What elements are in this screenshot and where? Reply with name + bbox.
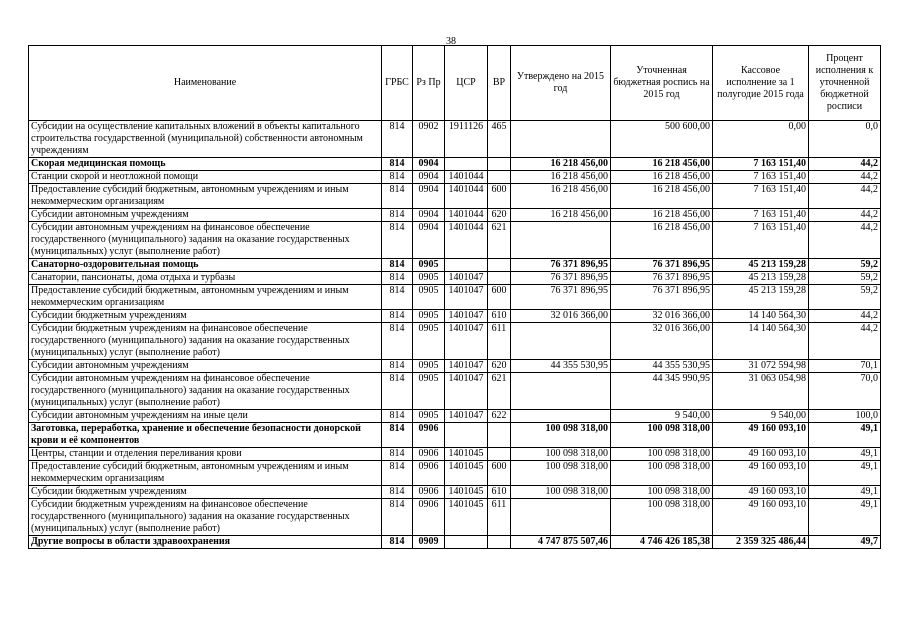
row-rzpr: 0904 <box>413 222 445 259</box>
row-rzpr: 0904 <box>413 209 445 222</box>
row-csr <box>445 423 488 448</box>
row-cash: 14 140 564,30 <box>713 323 809 360</box>
row-cash: 2 359 325 486,44 <box>713 536 809 549</box>
row-csr: 1401047 <box>445 310 488 323</box>
table-row <box>29 310 881 323</box>
row-csr <box>445 259 488 272</box>
row-rzpr: 0905 <box>413 360 445 373</box>
row-grbs: 814 <box>382 285 413 310</box>
row-rzpr: 0905 <box>413 272 445 285</box>
row-grbs: 814 <box>382 323 413 360</box>
row-vr <box>488 448 511 461</box>
row-approved: 44 355 530,95 <box>511 360 611 373</box>
row-csr: 1911126 <box>445 121 488 158</box>
row-csr: 1401047 <box>445 373 488 410</box>
row-grbs: 814 <box>382 360 413 373</box>
row-approved: 16 218 456,00 <box>511 171 611 184</box>
table-row <box>29 285 881 310</box>
row-approved: 4 747 875 507,46 <box>511 536 611 549</box>
row-percent: 44,2 <box>809 222 881 259</box>
row-name: Заготовка, переработка, хранение и обеспечение безопасности донорской крови и её компонентов <box>29 423 382 448</box>
row-vr: 600 <box>488 285 511 310</box>
row-cash: 7 163 151,40 <box>713 184 809 209</box>
row-csr: 1401044 <box>445 209 488 222</box>
row-csr: 1401047 <box>445 360 488 373</box>
row-approved: 16 218 456,00 <box>511 184 611 209</box>
row-name: Субсидии автономным учреждениям на иные цели <box>29 410 382 423</box>
row-rzpr: 0906 <box>413 448 445 461</box>
row-csr: 1401047 <box>445 285 488 310</box>
header-revised: Уточненная бюджетная роспись на 2015 год <box>611 46 713 121</box>
row-approved: 100 098 318,00 <box>511 448 611 461</box>
page-number: 38 <box>446 36 456 47</box>
row-name: Субсидии автономным учреждениям на финансовое обеспечение государственного (муниципального) задания на оказание государственных (муниципальных) услуг (выполнение работ) <box>29 373 382 410</box>
row-percent: 0,0 <box>809 121 881 158</box>
row-revised: 9 540,00 <box>611 410 713 423</box>
row-revised: 76 371 896,95 <box>611 285 713 310</box>
row-vr <box>488 536 511 549</box>
row-approved <box>511 373 611 410</box>
row-cash: 31 063 054,98 <box>713 373 809 410</box>
row-grbs: 814 <box>382 410 413 423</box>
row-grbs: 814 <box>382 209 413 222</box>
row-rzpr: 0906 <box>413 461 445 486</box>
row-cash: 49 160 093,10 <box>713 499 809 536</box>
row-percent: 44,2 <box>809 158 881 171</box>
row-percent: 49,1 <box>809 448 881 461</box>
row-percent: 44,2 <box>809 184 881 209</box>
row-rzpr: 0909 <box>413 536 445 549</box>
row-vr <box>488 423 511 448</box>
row-csr: 1401044 <box>445 171 488 184</box>
row-vr: 611 <box>488 323 511 360</box>
row-approved <box>511 410 611 423</box>
row-csr <box>445 536 488 549</box>
row-grbs: 814 <box>382 536 413 549</box>
row-percent: 49,1 <box>809 423 881 448</box>
table-row <box>29 373 881 410</box>
row-cash: 45 213 159,28 <box>713 272 809 285</box>
row-rzpr: 0905 <box>413 310 445 323</box>
header-vr: ВР <box>488 46 511 121</box>
row-csr: 1401045 <box>445 448 488 461</box>
row-percent: 49,7 <box>809 536 881 549</box>
table-row <box>29 323 881 360</box>
row-approved: 32 016 366,00 <box>511 310 611 323</box>
row-revised: 16 218 456,00 <box>611 222 713 259</box>
row-rzpr: 0905 <box>413 323 445 360</box>
row-grbs: 814 <box>382 448 413 461</box>
section-row <box>29 259 881 272</box>
row-csr: 1401045 <box>445 486 488 499</box>
row-revised: 76 371 896,95 <box>611 272 713 285</box>
row-vr: 610 <box>488 486 511 499</box>
row-revised: 4 746 426 185,38 <box>611 536 713 549</box>
table-body <box>29 121 881 549</box>
row-cash: 45 213 159,28 <box>713 285 809 310</box>
row-revised: 100 098 318,00 <box>611 423 713 448</box>
row-cash: 0,00 <box>713 121 809 158</box>
row-cash: 7 163 151,40 <box>713 171 809 184</box>
row-rzpr: 0904 <box>413 158 445 171</box>
section-row <box>29 423 881 448</box>
row-grbs: 814 <box>382 259 413 272</box>
row-vr: 621 <box>488 222 511 259</box>
row-grbs: 814 <box>382 423 413 448</box>
row-cash: 31 072 594,98 <box>713 360 809 373</box>
row-approved <box>511 499 611 536</box>
row-cash: 9 540,00 <box>713 410 809 423</box>
table-row <box>29 121 881 158</box>
row-percent: 49,1 <box>809 486 881 499</box>
row-grbs: 814 <box>382 373 413 410</box>
table-row <box>29 209 881 222</box>
header-cash: Кассовое исполнение за 1 полугодие 2015 года <box>713 46 809 121</box>
row-name: Предоставление субсидий бюджетным, автономным учреждениям и иным некоммерческим организациям <box>29 184 382 209</box>
row-grbs: 814 <box>382 158 413 171</box>
table-row <box>29 486 881 499</box>
row-percent: 59,2 <box>809 285 881 310</box>
table-row <box>29 184 881 209</box>
row-revised: 16 218 456,00 <box>611 209 713 222</box>
row-name: Другие вопросы в области здравоохранения <box>29 536 382 549</box>
row-approved: 76 371 896,95 <box>511 285 611 310</box>
row-vr <box>488 158 511 171</box>
section-row <box>29 536 881 549</box>
table-row <box>29 360 881 373</box>
row-rzpr: 0904 <box>413 184 445 209</box>
row-approved: 76 371 896,95 <box>511 272 611 285</box>
row-name: Санаторно-оздоровительная помощь <box>29 259 382 272</box>
row-vr: 600 <box>488 461 511 486</box>
row-cash: 49 160 093,10 <box>713 486 809 499</box>
row-revised: 76 371 896,95 <box>611 259 713 272</box>
row-rzpr: 0906 <box>413 486 445 499</box>
row-revised: 100 098 318,00 <box>611 461 713 486</box>
row-percent: 70,1 <box>809 360 881 373</box>
row-approved: 100 098 318,00 <box>511 423 611 448</box>
row-grbs: 814 <box>382 222 413 259</box>
row-grbs: 814 <box>382 121 413 158</box>
row-revised: 32 016 366,00 <box>611 310 713 323</box>
row-vr: 600 <box>488 184 511 209</box>
row-grbs: 814 <box>382 499 413 536</box>
row-csr: 1401045 <box>445 461 488 486</box>
row-approved <box>511 121 611 158</box>
row-cash: 49 160 093,10 <box>713 448 809 461</box>
row-name: Центры, станции и отделения переливания крови <box>29 448 382 461</box>
row-name: Субсидии бюджетным учреждениям <box>29 310 382 323</box>
row-name: Санатории, пансионаты, дома отдыха и турбазы <box>29 272 382 285</box>
row-percent: 70,0 <box>809 373 881 410</box>
header-csr: ЦСР <box>445 46 488 121</box>
row-vr: 620 <box>488 360 511 373</box>
row-rzpr: 0906 <box>413 499 445 536</box>
table-row <box>29 410 881 423</box>
row-grbs: 814 <box>382 310 413 323</box>
row-vr: 621 <box>488 373 511 410</box>
row-name: Скорая медицинская помощь <box>29 158 382 171</box>
table-row <box>29 461 881 486</box>
row-rzpr: 0905 <box>413 410 445 423</box>
row-revised: 16 218 456,00 <box>611 171 713 184</box>
row-approved <box>511 222 611 259</box>
row-revised: 44 345 990,95 <box>611 373 713 410</box>
row-cash: 14 140 564,30 <box>713 310 809 323</box>
row-rzpr: 0904 <box>413 171 445 184</box>
row-vr: 611 <box>488 499 511 536</box>
row-name: Субсидии автономным учреждениям <box>29 360 382 373</box>
table-row <box>29 272 881 285</box>
row-approved <box>511 323 611 360</box>
row-approved: 100 098 318,00 <box>511 486 611 499</box>
header-grbs: ГРБС <box>382 46 413 121</box>
row-name: Субсидии бюджетным учреждениям <box>29 486 382 499</box>
row-approved: 76 371 896,95 <box>511 259 611 272</box>
row-grbs: 814 <box>382 461 413 486</box>
row-percent: 49,1 <box>809 499 881 536</box>
table-row <box>29 222 881 259</box>
table-row <box>29 171 881 184</box>
row-cash: 7 163 151,40 <box>713 222 809 259</box>
row-rzpr: 0906 <box>413 423 445 448</box>
header-rzpr: Рз Пр <box>413 46 445 121</box>
row-name: Субсидии автономным учреждениям на финансовое обеспечение государственного (муниципального) задания на оказание государственных (муниципальных) услуг (выполнение работ) <box>29 222 382 259</box>
row-cash: 45 213 159,28 <box>713 259 809 272</box>
row-vr <box>488 171 511 184</box>
row-csr <box>445 158 488 171</box>
row-csr: 1401045 <box>445 499 488 536</box>
row-approved: 16 218 456,00 <box>511 158 611 171</box>
row-percent: 44,2 <box>809 171 881 184</box>
row-csr: 1401047 <box>445 410 488 423</box>
table-row <box>29 499 881 536</box>
header-approved: Утверждено на 2015 год <box>511 46 611 121</box>
row-name: Субсидии автономным учреждениям <box>29 209 382 222</box>
row-revised: 16 218 456,00 <box>611 158 713 171</box>
row-name: Субсидии бюджетным учреждениям на финансовое обеспечение государственного (муниципального) задания на оказание государственных (муниципальных) услуг (выполнение работ) <box>29 323 382 360</box>
table-row <box>29 448 881 461</box>
budget-table <box>28 45 881 549</box>
row-approved: 100 098 318,00 <box>511 461 611 486</box>
row-cash: 7 163 151,40 <box>713 209 809 222</box>
row-rzpr: 0902 <box>413 121 445 158</box>
row-percent: 44,2 <box>809 310 881 323</box>
row-percent: 44,2 <box>809 323 881 360</box>
row-approved: 16 218 456,00 <box>511 209 611 222</box>
row-csr: 1401044 <box>445 222 488 259</box>
row-name: Предоставление субсидий бюджетным, автономным учреждениям и иным некоммерческим организациям <box>29 285 382 310</box>
row-rzpr: 0905 <box>413 373 445 410</box>
row-name: Станции скорой и неотложной помощи <box>29 171 382 184</box>
header-name: Наименование <box>29 46 382 121</box>
row-csr: 1401047 <box>445 272 488 285</box>
row-grbs: 814 <box>382 184 413 209</box>
row-csr: 1401047 <box>445 323 488 360</box>
row-revised: 44 355 530,95 <box>611 360 713 373</box>
header-percent: Процент исполнения к уточненной бюджетной росписи <box>809 46 881 121</box>
row-grbs: 814 <box>382 272 413 285</box>
row-grbs: 814 <box>382 486 413 499</box>
row-vr: 465 <box>488 121 511 158</box>
row-percent: 44,2 <box>809 209 881 222</box>
row-vr <box>488 272 511 285</box>
row-vr: 622 <box>488 410 511 423</box>
row-vr: 620 <box>488 209 511 222</box>
row-name: Субсидии бюджетным учреждениям на финансовое обеспечение государственного (муниципального) задания на оказание государственных (муниципальных) услуг (выполнение работ) <box>29 499 382 536</box>
row-revised: 100 098 318,00 <box>611 448 713 461</box>
row-cash: 49 160 093,10 <box>713 423 809 448</box>
row-revised: 32 016 366,00 <box>611 323 713 360</box>
row-revised: 16 218 456,00 <box>611 184 713 209</box>
row-revised: 500 600,00 <box>611 121 713 158</box>
header-row <box>29 46 881 121</box>
row-vr <box>488 259 511 272</box>
row-percent: 49,1 <box>809 461 881 486</box>
row-percent: 59,2 <box>809 272 881 285</box>
row-rzpr: 0905 <box>413 259 445 272</box>
row-revised: 100 098 318,00 <box>611 486 713 499</box>
row-percent: 100,0 <box>809 410 881 423</box>
row-grbs: 814 <box>382 171 413 184</box>
row-cash: 7 163 151,40 <box>713 158 809 171</box>
row-vr: 610 <box>488 310 511 323</box>
row-percent: 59,2 <box>809 259 881 272</box>
row-rzpr: 0905 <box>413 285 445 310</box>
section-row <box>29 158 881 171</box>
row-cash: 49 160 093,10 <box>713 461 809 486</box>
row-name: Предоставление субсидий бюджетным, автономным учреждениям и иным некоммерческим организациям <box>29 461 382 486</box>
row-csr: 1401044 <box>445 184 488 209</box>
row-name: Субсидии на осуществление капитальных вложений в объекты капитального строительства государственной (муниципальной) собственности автономным учреждениям <box>29 121 382 158</box>
row-revised: 100 098 318,00 <box>611 499 713 536</box>
